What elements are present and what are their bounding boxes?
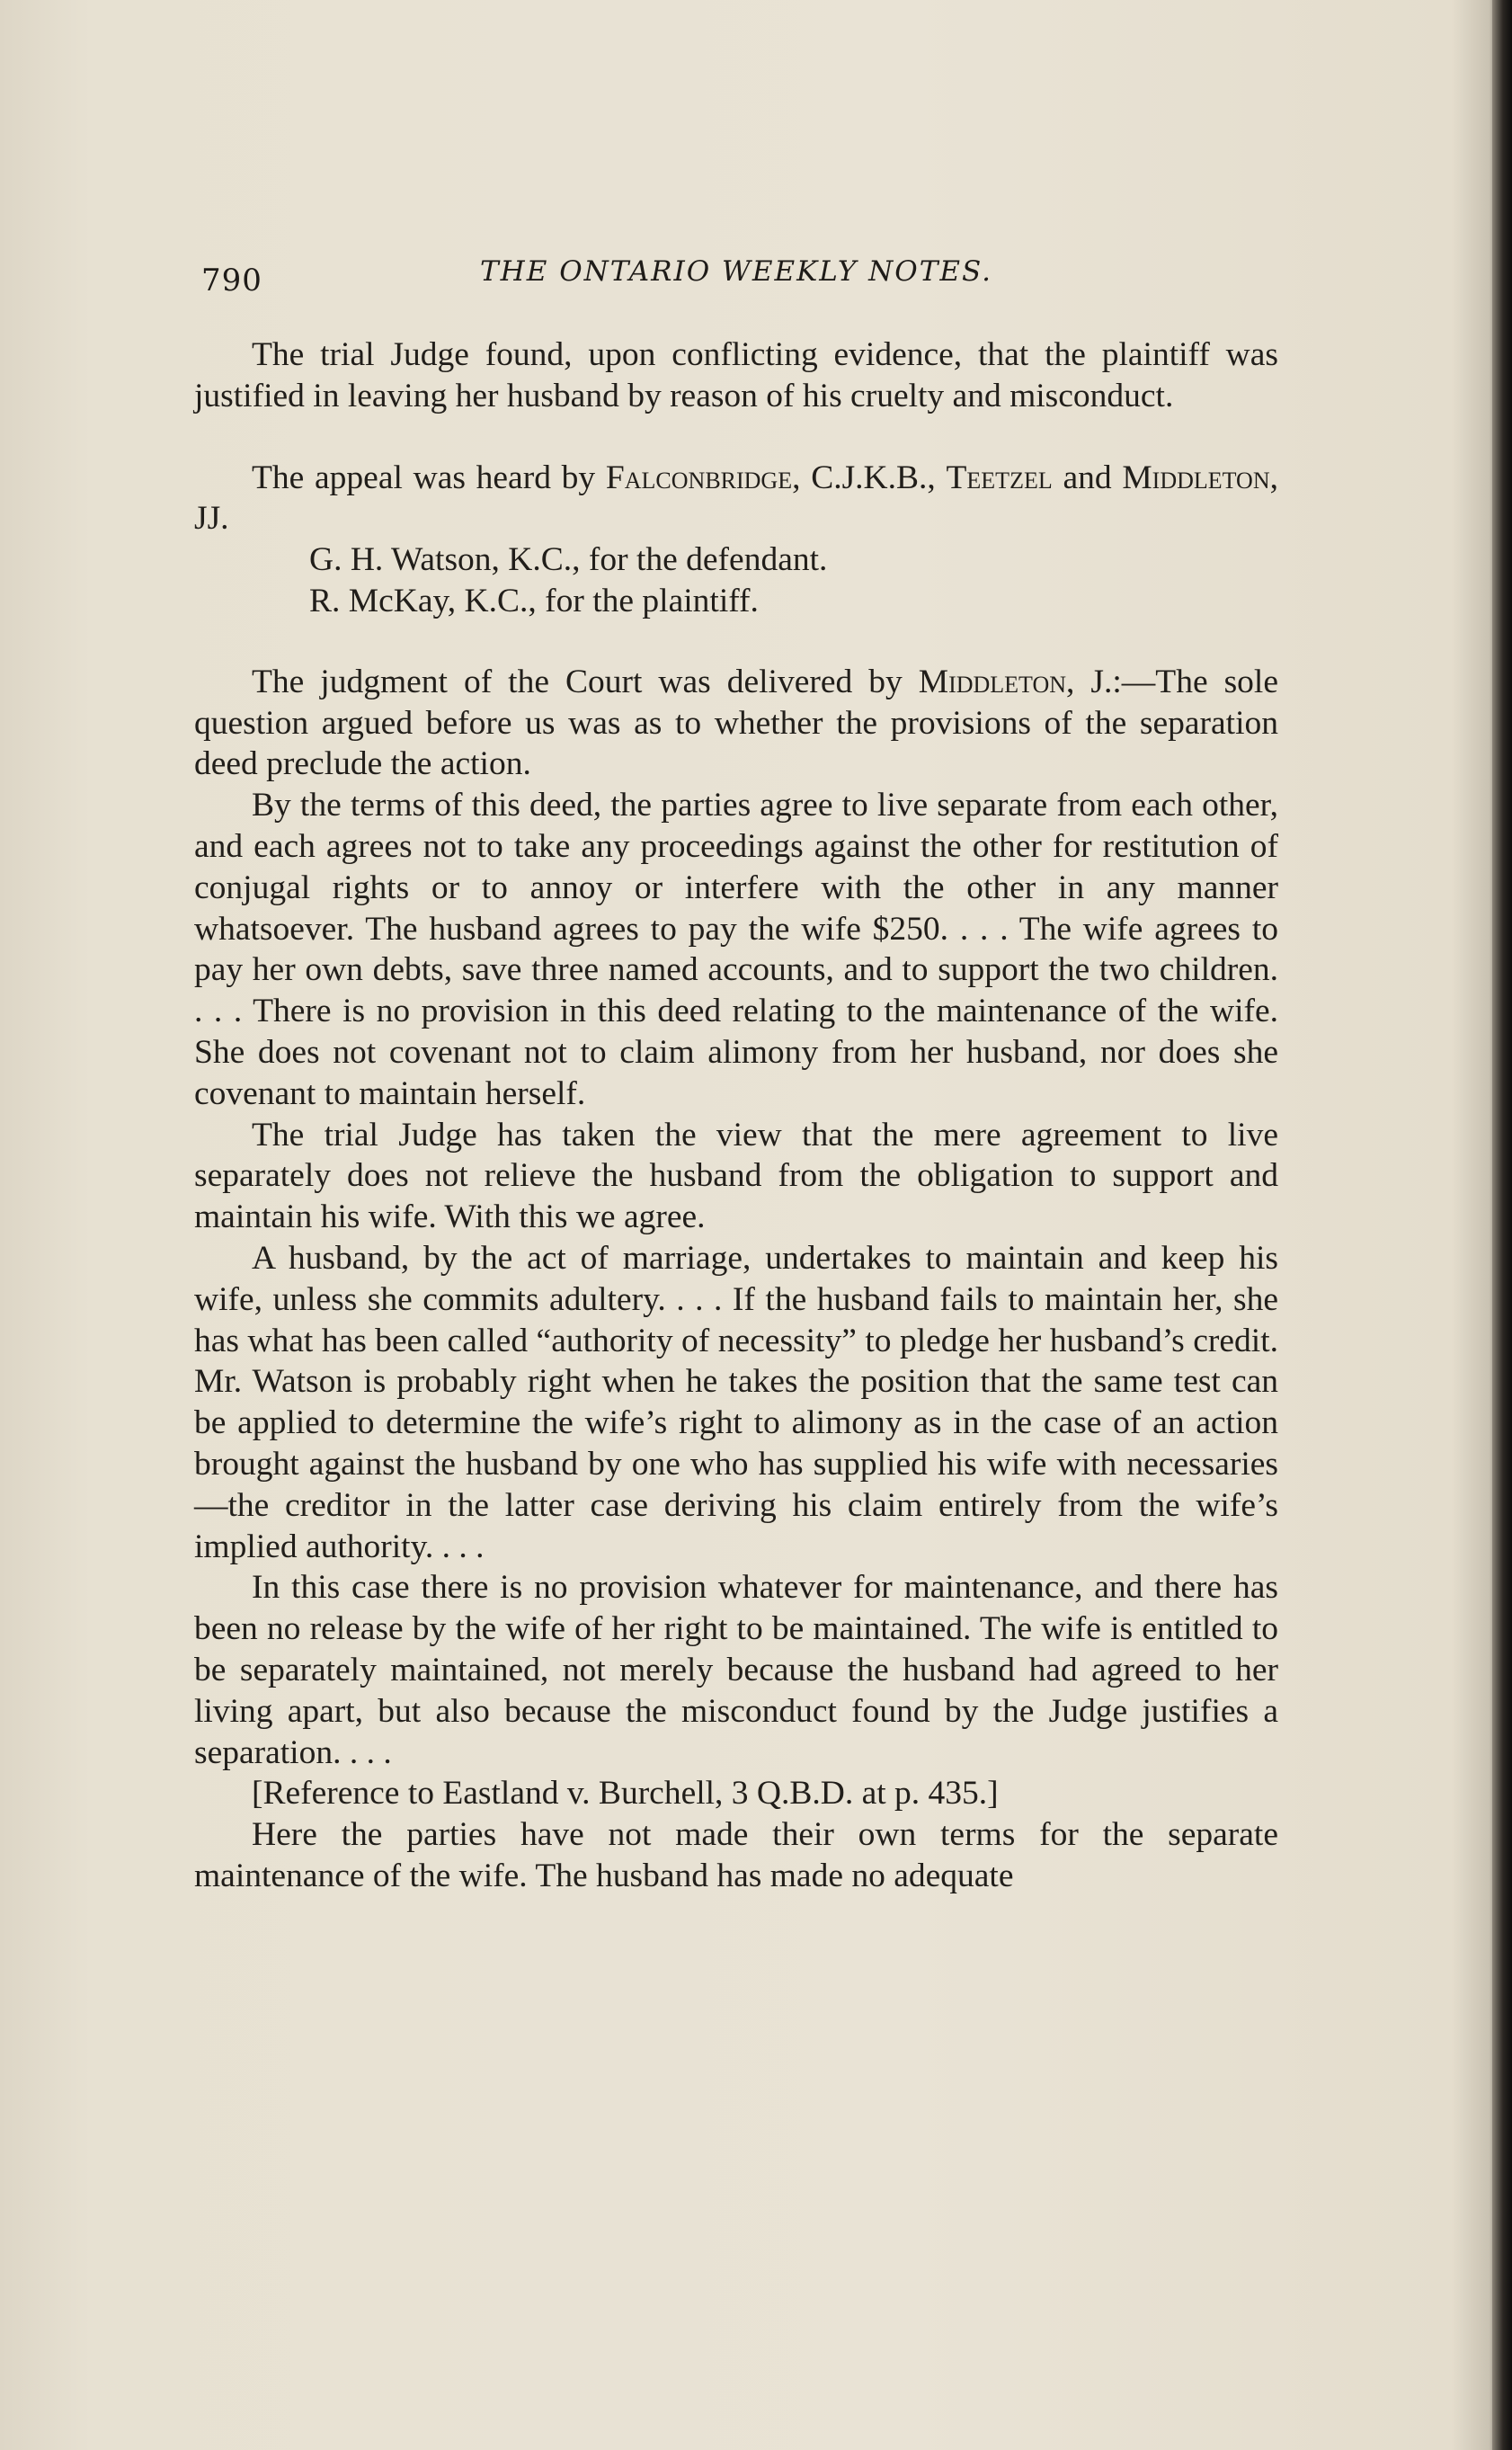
page-header [201, 252, 1280, 306]
page-number: 790 [201, 263, 262, 298]
paragraph-husband-duty: A husband, by the act of marriage, undertakes to maintain and keep his wife, unless she commits adultery. . . . If the husband fails to maintain her, she has what has been called “authority of necessity” to pledge her husband’s credit. Mr. Watson is probably right when he takes the position that the same test can be applied to determine the wife’s right to alimony as in the case of an action brought against the husband by one who has supplied his wife with necessaries—the creditor in the latter case deriving his claim entirely from the wife’s implied authority. . . . [194, 1239, 1278, 1565]
appeal-and-text: and [1052, 459, 1123, 496]
judgment-lead-text: The judgment of the Court was delivered by [252, 663, 919, 700]
counsel-plaintiff: R. McKay, K.C., for the plaintiff. [309, 582, 759, 619]
judge-falconbridge: Falconbridge [605, 459, 793, 496]
appeal-title-text: , C.J.K.B., [792, 459, 947, 496]
judge-teetzel: Teetzel [946, 459, 1053, 496]
paragraph-appeal-bench [194, 458, 1278, 540]
paragraph-judgment-intro [194, 662, 1278, 785]
counsel-defendant: G. H. Watson, K.C., for the defendant. [309, 541, 828, 579]
paragraph-trial-view: The trial Judge has taken the view that the mere agreement to live separately does not relieve the husband from the obligation to support and maintain his wife. With this we agree. [194, 1116, 1278, 1236]
judge-middleton-delivering: Middleton [918, 663, 1067, 700]
appeal-lead-text: The appeal was heard by [252, 459, 606, 496]
paragraph-deed-terms: By the terms of this deed, the parties agree to live separate from each other, and each agrees not to take any proceedings against the other for restitution of conjugal rights or to annoy or interfere with the other in any manner whatsoever. The husband agrees to pay the wife $250. . . . The wife agrees to pay her own debts, save three named accounts, and to support the two children. . . . There is no provision in this deed relating to the maintenance of the wife. She does not covenant not to claim alimony from her husband, nor does she covenant to maintain herself. [194, 787, 1278, 1112]
paragraph-reference: [Reference to Eastland v. Burchell, 3 Q.B.D. at p. 435.] [252, 1775, 999, 1813]
judgment-question-text: , J.:—The sole question argued before us was as to whether the provisions of the separation deed preclude the action. [194, 663, 1278, 783]
book-gutter-shadow [1492, 0, 1512, 2450]
paragraph-separate-maintenance: Here the parties have not made their own terms for the separate maintenance of the wife. The husband has made no adequate [194, 1816, 1278, 1894]
paragraph-no-provision: In this case there is no provision whatever for maintenance, and there has been no release by the wife of her right to be maintained. The wife is entitled to be separately maintained, not merely because the husband had agreed to her living apart, but also because the misconduct found by the Judge justifies a separation. . . . [194, 1569, 1278, 1771]
appeal-tail-text: , JJ. [194, 459, 1278, 538]
judge-middleton: Middleton [1122, 459, 1270, 496]
body-text [194, 334, 1278, 1897]
paragraph-trial-finding: The trial Judge found, upon conflicting evidence, that the plaintiff was justified in leaving her husband by reason of his cruelty and misconduct. [194, 336, 1278, 414]
running-title: THE ONTARIO WEEKLY NOTES. [480, 255, 992, 288]
